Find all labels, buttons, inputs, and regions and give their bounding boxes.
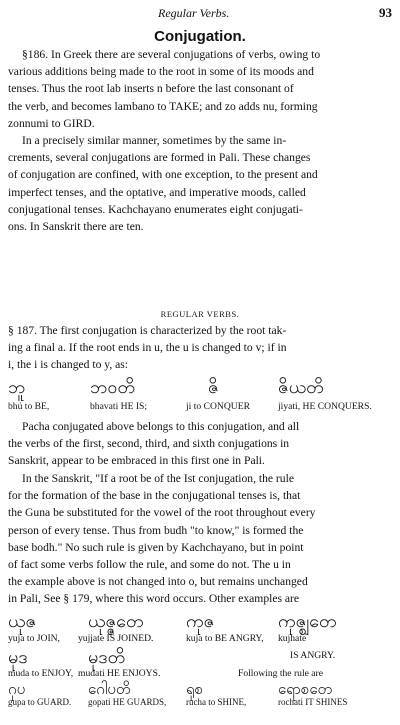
burmese-row-3	[8, 645, 392, 669]
text-line: imperfect tenses, and the optative, and imperative moods, called	[8, 185, 306, 199]
burmese-word: ဘူ	[8, 377, 26, 398]
section-heading: Conjugation.	[154, 28, 246, 45]
page-number: 93	[379, 5, 392, 20]
burmese-word: ကုဇ	[186, 611, 215, 632]
gloss-text: bhavati HE IS;	[90, 401, 148, 412]
burmese-word: မုဒ	[8, 647, 28, 668]
burmese-word: မုဒတိ	[88, 647, 126, 668]
burmese-row-2	[8, 609, 392, 633]
paragraph-pali	[8, 132, 392, 235]
text-line: the Guna be substituted for the vowel of the root throughout every	[8, 506, 316, 520]
gloss-text: jiyati, HE CONQUERS.	[278, 401, 372, 412]
burmese-row-1	[8, 375, 392, 399]
running-head: Regular Verbs.	[158, 6, 230, 20]
text-line: Sanskrit, appear to be embraced in this first one in Pali.	[8, 454, 265, 468]
burmese-word: ယုဇ	[8, 611, 37, 632]
text-line: in Pali, See § 179, where this word occurs. Other examples are	[8, 592, 300, 606]
burmese-word: ဂုပ	[8, 680, 26, 698]
gloss-text: rucha to SHINE,	[186, 697, 247, 707]
text-line: person of every tense. Thus from budh "to know," is formed the	[8, 523, 304, 537]
burmese-word: ကုဇ္ဈတေ	[278, 611, 337, 632]
paragraph-pacha	[8, 418, 392, 470]
text-line: the example above is not changed into o, but remains unchanged	[8, 575, 308, 589]
text-line: zonnumi to GIRD.	[8, 116, 95, 130]
text-line: of conjugation are confined, with one exception, to the present and	[8, 168, 318, 182]
gloss-row-4	[8, 697, 392, 711]
text-line: i, the i is changed to y, as:	[8, 358, 128, 372]
text-line: In the Sanskrit, "If a root be of the Ist conjugation, the rule	[22, 472, 294, 485]
paragraph-186	[8, 46, 392, 132]
text-line: ing a final a. If the root ends in u, the u is changed to v; if in	[8, 341, 287, 355]
gloss-text: mudati HE ENJOYS.	[78, 668, 161, 679]
text-line: Pacha conjugated above belongs to this conjugation, and all	[22, 420, 300, 433]
text-line: tenses. Thus the root lab inserts n before the last consonant of	[8, 82, 294, 96]
gloss-text: yuja to JOIN,	[8, 633, 60, 644]
text-line: ons. In Sanskrit there are ten.	[8, 220, 144, 234]
gloss-text: ji to CONQUER	[186, 401, 250, 412]
gloss-text: Following the rule are	[238, 668, 323, 679]
gloss-text: IS ANGRY.	[290, 650, 336, 661]
burmese-word: ရုစ	[186, 680, 204, 698]
gloss-text: rochati IT SHINES	[278, 697, 348, 707]
gloss-text: kujhate	[278, 633, 307, 644]
text-line: the verb, and becomes lambano to TAKE; and zo adds nu, forming	[8, 99, 318, 113]
burmese-word: ဂေါပတိ	[88, 680, 131, 698]
text-line: of fact some verbs follow the rule, and some do not. The u in	[8, 558, 291, 572]
burmese-word: ဘဝတိ	[90, 377, 135, 398]
text-line: various additions being made to the root in some of its moods and	[8, 65, 314, 79]
burmese-word: ယုဇ္ဇတေ	[88, 611, 144, 632]
subheading: REGULAR VERBS.	[160, 309, 240, 319]
paragraph-187	[8, 322, 392, 374]
gloss-row-1	[8, 401, 392, 415]
burmese-word: ရောစတေ	[278, 680, 333, 698]
text-line: conjugational tenses. Kachchayano enumerates eight conjugati-	[8, 202, 303, 216]
text-line: the verbs of the first, second, third, and sixth conjugations in	[8, 437, 290, 451]
text-line: § 187. The first conjugation is characterized by the root tak-	[8, 324, 287, 337]
text-line: §186. In Greek there are several conjugations of verbs, owing to	[22, 48, 321, 61]
burmese-word: ဇိယတိ	[278, 377, 324, 398]
gloss-text: kuja to BE ANGRY,	[186, 633, 264, 644]
gloss-text: bhú to BE,	[8, 401, 50, 412]
gloss-text: muda to ENJOY,	[8, 668, 74, 679]
text-line: for the formation of the base in the conjugational tenses is, that	[8, 489, 301, 503]
gloss-text: yujjate IS JOINED.	[78, 633, 154, 644]
gloss-text: gopati HE GUARDS,	[88, 697, 167, 707]
burmese-word: ဇိ	[208, 377, 219, 398]
paragraph-sanskrit	[8, 470, 392, 608]
text-line: crements, several conjugations are formed in Pali. These changes	[8, 151, 311, 165]
text-line: base bodh." No such rule is given by Kachchayano, but in point	[8, 540, 304, 554]
text-line: In a precisely similar manner, sometimes by the same in-	[22, 134, 287, 147]
gloss-text: gupa to GUARD.	[8, 697, 72, 707]
